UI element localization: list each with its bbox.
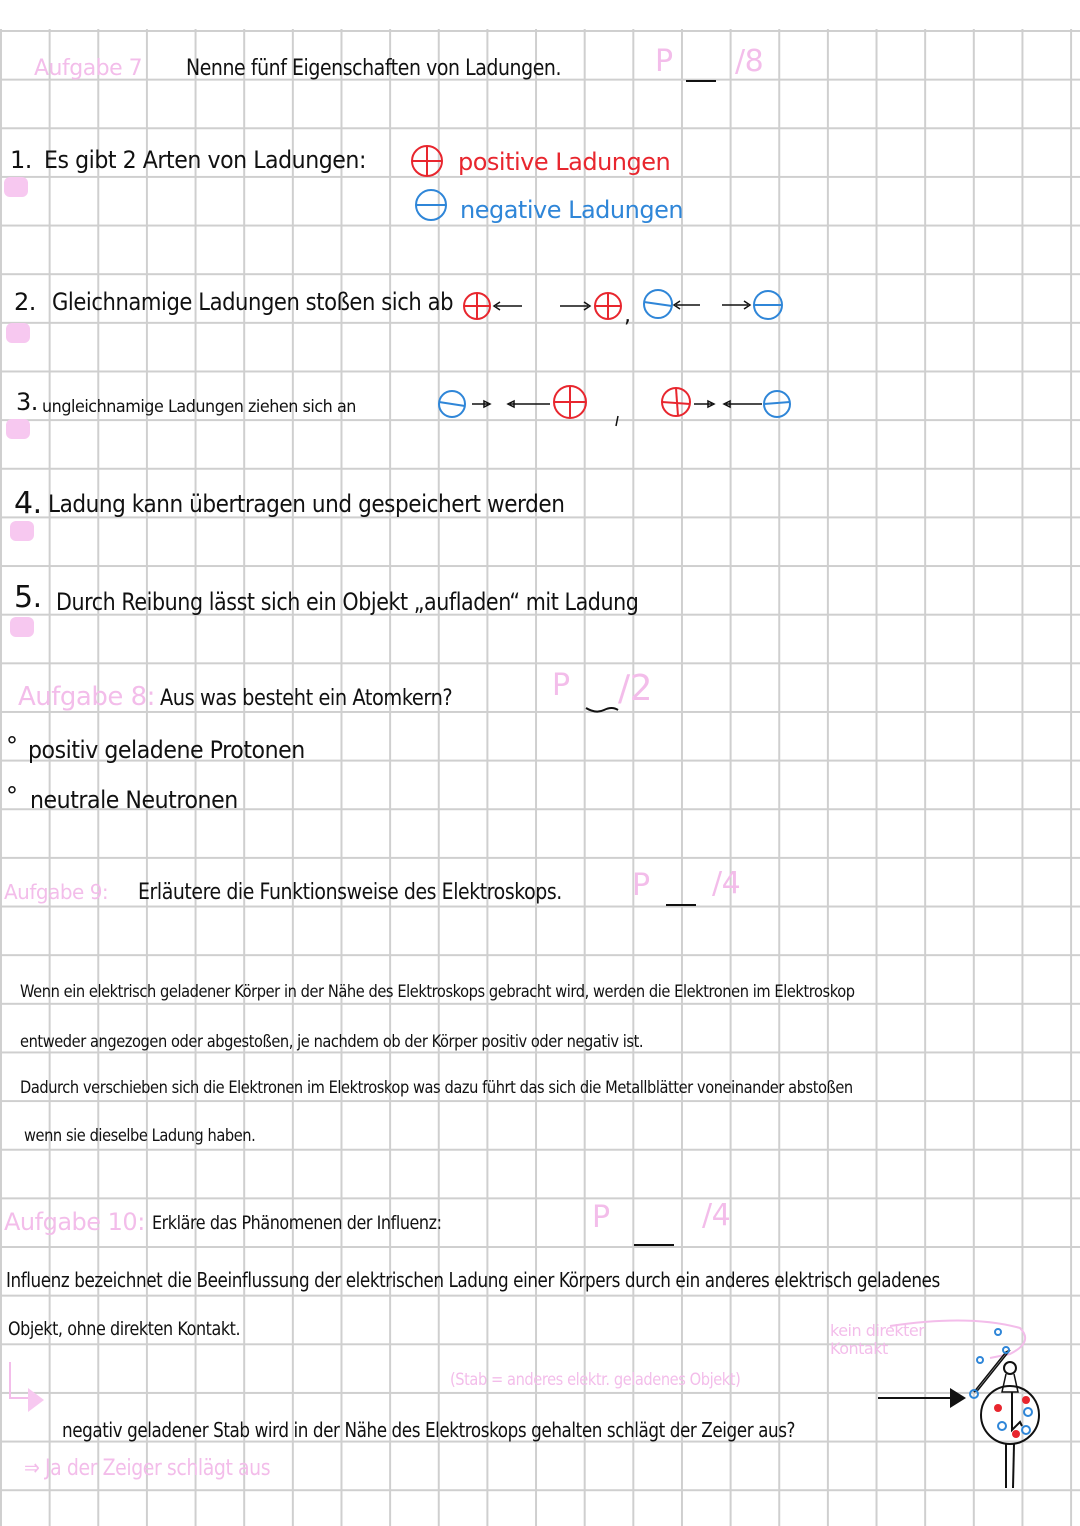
item-marker xyxy=(10,521,34,541)
attraction-diagram xyxy=(432,384,802,424)
electroscope-pointer xyxy=(1012,1392,1022,1430)
separator xyxy=(616,416,618,426)
task-7-label: Aufgabe 7 xyxy=(34,56,143,81)
bullet-icon: ° xyxy=(6,732,18,760)
note-no-contact: kein direkter Kontakt xyxy=(830,1321,925,1358)
negative-charge-icon xyxy=(414,188,448,222)
bullet-item-neutrons: neutrale Neutronen xyxy=(30,786,238,814)
item-marker xyxy=(6,323,30,343)
task-7-score-max: /8 xyxy=(735,44,764,79)
positive-charge-icon xyxy=(410,144,444,178)
task-10-followup-question: negativ geladener Stab wird in der Nähe des Elektroskops gehalten schlägt der Zeiger aus? xyxy=(62,1418,796,1442)
item-2-number: 2. xyxy=(14,288,36,316)
item-5-number: 5. xyxy=(14,580,42,615)
task-9-question: Erläutere die Funktionsweise des Elektroskops. xyxy=(138,880,562,905)
task-9-score-blank xyxy=(666,904,696,906)
bullet-item-protons: positiv geladene Protonen xyxy=(28,736,305,764)
task-10-score-blank xyxy=(634,1244,674,1246)
item-marker xyxy=(10,617,34,637)
task-7-score-blank xyxy=(686,80,716,82)
task-10-score-p: P xyxy=(592,1200,610,1235)
task-9-score-p: P xyxy=(632,868,650,903)
task-10-score-max: /4 xyxy=(702,1198,731,1233)
positive-charges-label: positive Ladungen xyxy=(458,148,671,176)
task-10-label: Aufgabe 10: xyxy=(4,1208,145,1236)
task-9-label: Aufgabe 9: xyxy=(4,880,109,904)
item-marker xyxy=(4,177,28,197)
task-8-question: Aus was besteht ein Atomkern? xyxy=(160,686,453,711)
separator: , xyxy=(624,303,631,328)
note-rod-definition: (Stab = anderes elektr. geladenes Objekt) xyxy=(450,1370,741,1390)
negative-charges-label: negative Ladungen xyxy=(460,196,684,224)
page-top-margin xyxy=(0,0,1080,29)
task-8-score-blank xyxy=(584,704,620,714)
task-8-score-max: /2 xyxy=(618,668,653,709)
item-marker xyxy=(6,419,30,439)
task-8-label: Aufgabe 8: xyxy=(18,682,155,712)
repulsion-diagram xyxy=(460,288,790,328)
task-10-followup-answer: ⇒ Ja der Zeiger schlägt aus xyxy=(24,1456,271,1481)
task-9-score-max: /4 xyxy=(712,866,741,901)
electroscope-diagram xyxy=(870,1322,1070,1492)
item-4-text: Ladung kann übertragen und gespeichert werden xyxy=(48,490,565,518)
task-9-answer-line-3: Dadurch verschieben sich die Elektronen im Elektroskop was dazu führt das sich die Metallblätter voneinander abstoßen xyxy=(20,1078,853,1098)
task-10-answer-line-1: Influenz bezeichnet die Beeinflussung der elektrischen Ladung einer Körpers durch ein anderes elektrisch geladenes xyxy=(6,1268,940,1292)
item-2-text: Gleichnamige Ladungen stoßen sich ab xyxy=(52,288,454,316)
task-9-answer-line-4: wenn sie dieselbe Ladung haben. xyxy=(24,1126,256,1146)
task-9-answer-line-2: entweder angezogen oder abgestoßen, je nachdem ob der Körper positiv oder negativ ist. xyxy=(20,1032,644,1052)
item-1-text: Es gibt 2 Arten von Ladungen: xyxy=(44,146,366,174)
item-1-number: 1. xyxy=(10,146,32,174)
task-8-score-p: P xyxy=(552,668,570,703)
task-10-answer-line-2: Objekt, ohne direkten Kontakt. xyxy=(8,1318,241,1340)
task-7-score-p: P xyxy=(655,44,673,79)
task-10-question: Erkläre das Phänomenen der Influenz: xyxy=(152,1212,442,1234)
item-3-number: 3. xyxy=(16,388,38,416)
item-5-text: Durch Reibung lässt sich ein Objekt „aufladen“ mit Ladung xyxy=(56,588,639,616)
item-3-text: ungleichnamige Ladungen ziehen sich an xyxy=(42,397,356,417)
task-9-answer-line-1: Wenn ein elektrisch geladener Körper in der Nähe des Elektroskops gebracht wird, werden die Elektronen im Elektroskop xyxy=(20,982,855,1002)
item-4-number: 4. xyxy=(14,486,42,521)
bullet-icon: ° xyxy=(6,782,18,810)
task-7-question: Nenne fünf Eigenschaften von Ladungen. xyxy=(186,56,562,81)
arrow-pointer-icon xyxy=(6,1362,66,1418)
